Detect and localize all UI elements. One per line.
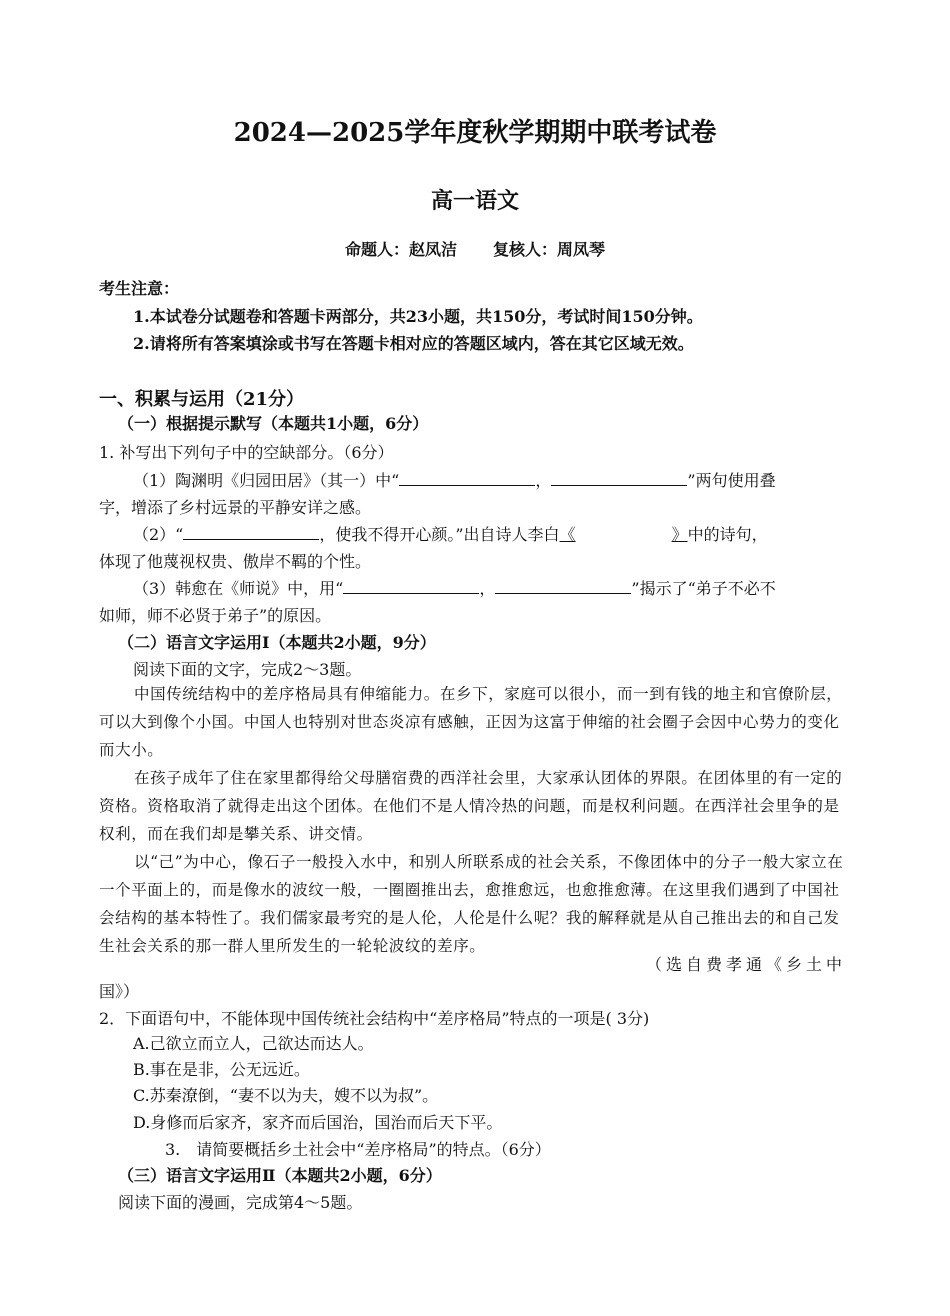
passage-source-cont: 国》） [99, 982, 140, 1001]
answer-blank[interactable] [495, 577, 631, 594]
option-d: D.身修而后家齐，家齐而后国治，国治而后天下平。 [133, 1113, 503, 1132]
q1-sub1-line: （1）陶渊明《归园田居》（其一）中“ ， ”两句使用叠 [133, 471, 776, 490]
answer-blank[interactable] [399, 469, 535, 486]
question-2: 2．下面语句中，不能体现中国传统社会结构中“差序格局”特点的一项是( 3分) [99, 1009, 650, 1028]
q1-sub3-cont: 如师，师不必贤于弟子”的原因。 [99, 606, 332, 625]
notice-heading: 考生注意： [99, 279, 180, 298]
part3-intro: 阅读下面的漫画，完成第4～5题。 [118, 1193, 363, 1212]
q1-sub2-line: （2）“ ，使我不得开心颜。”出自诗人李白《 》中的诗句， [133, 525, 768, 544]
answer-blank[interactable] [343, 577, 479, 594]
question-1: 1. 补写出下列句子中的空缺部分。（6分） [99, 443, 394, 462]
subject-title: 高一语文 [430, 188, 519, 214]
passage-source: （选自费孝通《乡土中 [646, 955, 847, 974]
option-a: A.己欲立而立人，己欲达而达人。 [133, 1034, 374, 1053]
part2-heading: （二）语言文字运用Ⅰ（本题共2小题，9分） [118, 633, 436, 652]
q1-sub1-cont: 字，增添了乡村远景的平静安详之感。 [99, 498, 372, 517]
setter: 命题人：赵凤洁 [344, 240, 457, 259]
question-3: 3. 请简要概括乡土社会中“差序格局”的特点。（6分） [165, 1140, 551, 1159]
answer-blank[interactable] [551, 469, 687, 486]
part1-heading: （一）根据提示默写（本题共1小题，6分） [118, 414, 429, 433]
passage-paragraph-3: 以“己”为中心，像石子一般投入水中，和别人所联系成的社会关系，不像团体中的分子一般大家立在一个平面上的，而是像水的波纹一般，一圈圈推出去，愈推愈远，也愈推愈薄。在这里我们遇到了中国社会结构的基本特性了。我们儒家最考究的是人伦，人伦是什么呢？我的解释就是从自己推出去的和自己发生社会关系的那一群人里所发生的一轮轮波纹的差序。 [99, 853, 844, 955]
part2-intro: 阅读下面的文字，完成2～3题。 [133, 660, 362, 679]
notice-item-2: 2.请将所有答案填涂或书写在答题卡相对应的答题区域内，答在其它区域无效。 [133, 334, 694, 353]
passage-paragraph-1: 中国传统结构中的差序格局具有伸缩能力。在乡下，家庭可以很小，而一到有钱的地主和官僚阶层，可以大到像个小国。中国人也特别对世态炎凉有感触，正因为这富于伸缩的社会圈子会因中心势力的变化而大小。 [99, 685, 843, 759]
answer-blank[interactable] [183, 523, 319, 540]
q1-sub2-cont: 体现了他蔑视权贵、傲岸不羁的个性。 [99, 552, 372, 571]
option-b: B.事在是非，公无远近。 [133, 1060, 310, 1079]
passage-paragraph-2: 在孩子成年了住在家里都得给父母膳宿费的西洋社会里，大家承认团体的界限。在团体里的有一定的资格。资格取消了就得走出这个团体。在他们不是人情冷热的问题，而是权利问题。在西洋社会里争的是权利，而在我们却是攀关系、讲交情。 [99, 769, 843, 843]
q1-sub3-line: （3）韩愈在《师说》中，用“ ， ”揭示了“弟子不必不 [133, 579, 776, 598]
part3-heading: （三）语言文字运用Ⅱ（本题共2小题，6分） [118, 1166, 442, 1185]
exam-title: 2024—2025学年度秋学期期中联考试卷 [233, 118, 717, 148]
section-heading: 一、积累与运用（21分） [99, 389, 305, 410]
reviewer: 复核人：周凤琴 [493, 240, 606, 259]
option-c: C.苏秦潦倒，“妻不以为夫，嫂不以为叔”。 [133, 1086, 439, 1105]
notice-item-1: 1.本试卷分试题卷和答题卡两部分，共23小题，共150分，考试时间150分钟。 [133, 307, 703, 326]
authors-line [0, 237, 950, 260]
